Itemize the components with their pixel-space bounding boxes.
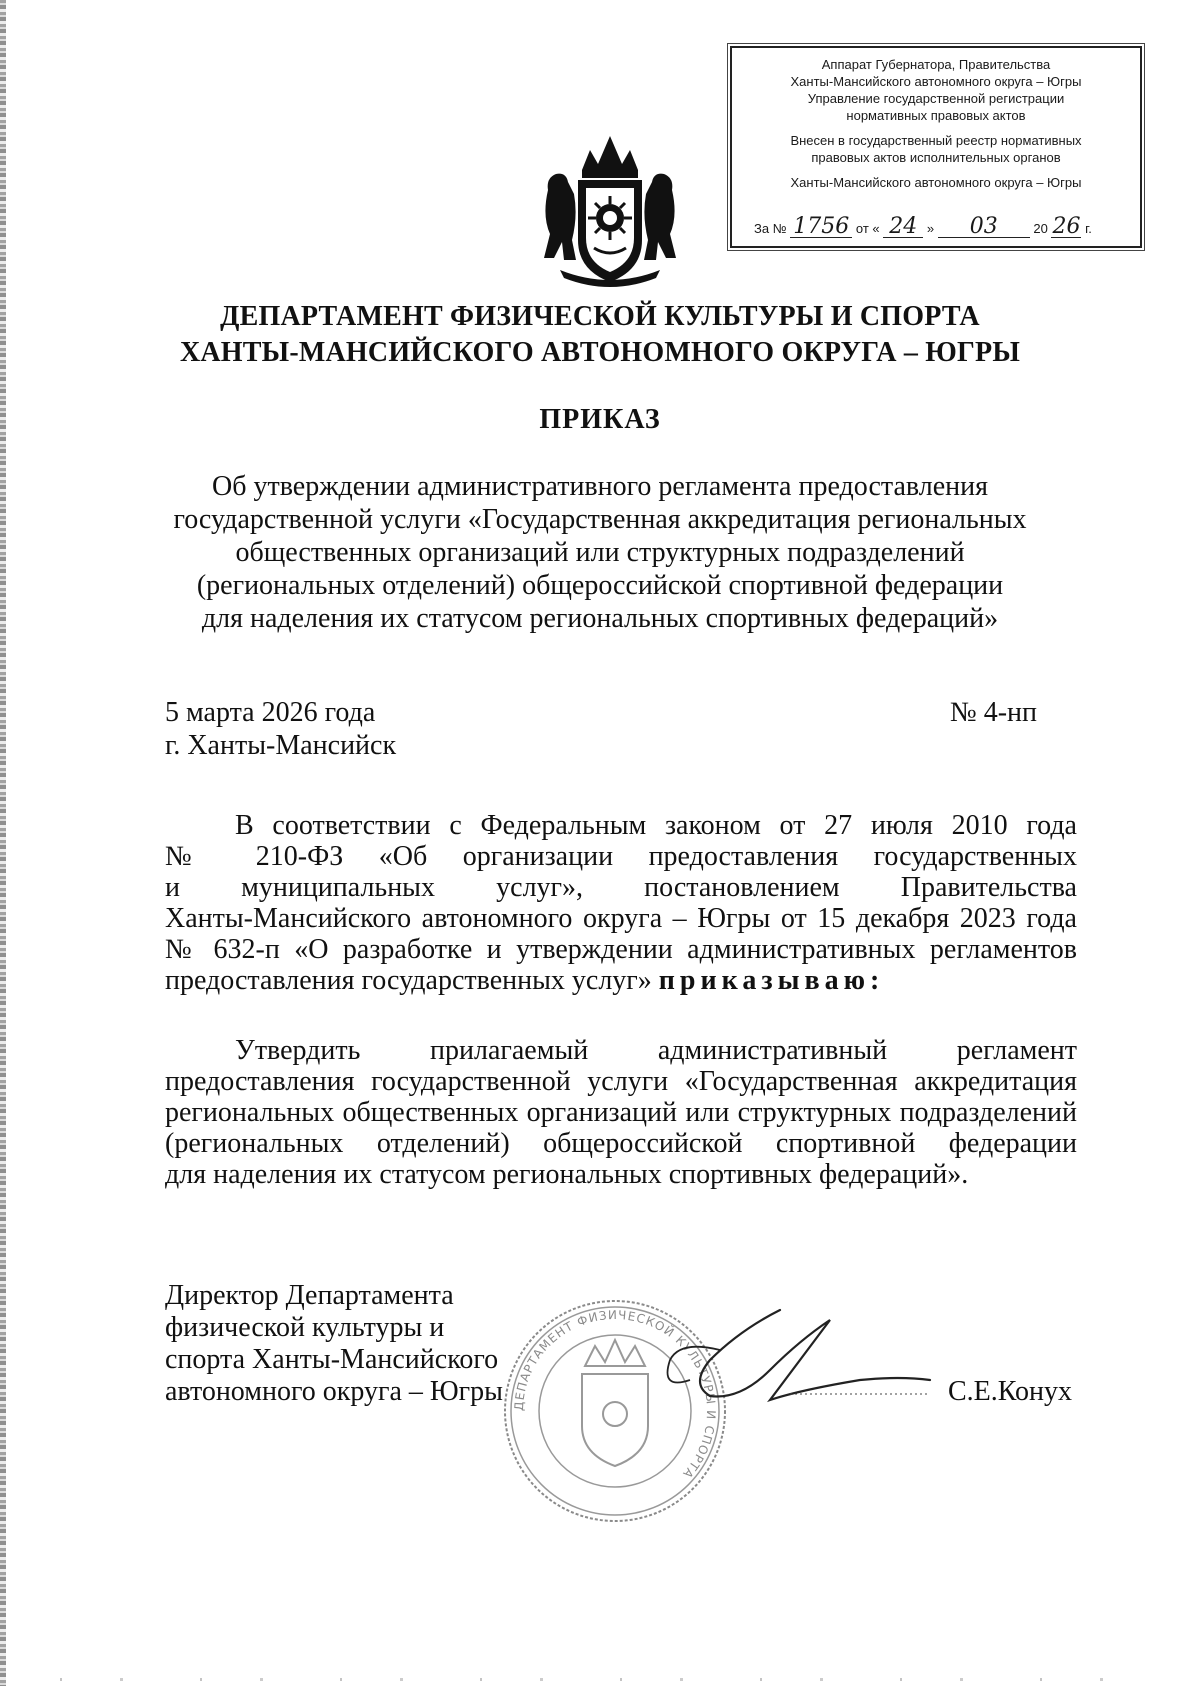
reg-stamp-line: Ханты-Мансийского автономного округа – Югры xyxy=(790,74,1082,89)
seal-text: ДЕПАРТАМЕНТ ФИЗИЧЕСКОЙ КУЛЬТУРЫ И СПОРТА xyxy=(511,1307,719,1482)
reg-year-end: г. xyxy=(1085,221,1092,236)
paragraph-line: для наделения их статусом региональных спортивных федераций». xyxy=(165,1159,969,1190)
order-paragraph xyxy=(165,1035,1077,1190)
reg-day: 24 xyxy=(883,217,923,238)
reg-stamp-number-line xyxy=(732,214,1140,239)
order-date: 5 марта 2026 года xyxy=(165,697,376,728)
paragraph-line: предоставления государственной услуги «Государственная аккредитация xyxy=(165,1066,1077,1097)
reg-month: 03 xyxy=(938,217,1030,238)
paragraph-last-line xyxy=(165,965,1077,996)
reg-prefix-number: За № xyxy=(754,221,787,236)
paragraph-line: и муниципальных услуг», постановлением Правительства xyxy=(165,872,1077,903)
paragraph-line: предоставления государственных услуг» xyxy=(165,965,652,996)
paragraph-line: № 210-ФЗ «Об организации предоставления государственных xyxy=(165,841,1077,872)
coat-of-arms-icon xyxy=(540,130,680,290)
subject-line: общественных организаций или структурных подразделений xyxy=(235,537,965,568)
reg-stamp-line: Внесен в государственный реестр нормативных xyxy=(790,133,1082,148)
signatory-line: автономного округа – Югры xyxy=(165,1376,503,1407)
signatory-line: спорта Ханты-Мансийского xyxy=(165,1344,499,1375)
paragraph-line: (региональных отделений) общероссийской спортивной федерации xyxy=(165,1128,1077,1159)
order-city: г. Ханты-Мансийск xyxy=(165,730,397,761)
reg-stamp-line: Управление государственной регистрации xyxy=(807,91,1065,106)
order-word: приказываю: xyxy=(658,965,885,996)
subject-line: государственной услуги «Государственная аккредитация региональных xyxy=(173,504,1027,535)
signatory-name: С.Е.Конух xyxy=(948,1376,1073,1407)
document-type: ПРИКАЗ xyxy=(539,404,661,435)
date-place xyxy=(165,696,396,762)
paragraph-line: Утвердить прилагаемый административный регламент xyxy=(235,1035,1077,1066)
signatory-line: Директор Департамента xyxy=(165,1280,454,1311)
reg-number: 1756 xyxy=(790,217,852,238)
handwritten-signature xyxy=(650,1300,940,1460)
subject-line: Об утверждении административного регламента предоставления xyxy=(212,471,988,502)
reg-day-close: » xyxy=(926,221,935,236)
subject-line: для наделения их статусом региональных спортивных федераций» xyxy=(201,603,999,634)
paragraph-line: В соответствии с Федеральным законом от 27 июля 2010 года xyxy=(235,810,1077,841)
scan-edge-left xyxy=(0,0,6,1686)
reg-stamp-line: правовых актов исполнительных органов xyxy=(811,150,1061,165)
paragraph-line: № 632-п «О разработке и утверждении административных регламентов xyxy=(165,934,1077,965)
order-number: № 4-нп xyxy=(950,697,1038,728)
reg-year-prefix: 20 xyxy=(1033,221,1048,236)
subject-line: (региональных отделений) общероссийской спортивной федерации xyxy=(196,570,1004,601)
reg-year-suffix: 26 xyxy=(1052,214,1081,239)
reg-stamp-line: Аппарат Губернатора, Правительства xyxy=(821,57,1051,72)
reg-prefix-from: от « xyxy=(855,221,880,236)
scan-edge-bottom xyxy=(60,1678,1140,1681)
department-title-line1: ДЕПАРТАМЕНТ ФИЗИЧЕСКОЙ КУЛЬТУРЫ И СПОРТА xyxy=(220,301,980,332)
signatory-line: физической культуры и xyxy=(165,1312,445,1343)
paragraph-line: Ханты-Мансийского автономного округа – Югры от 15 декабря 2023 года xyxy=(165,903,1077,934)
paragraph-line: региональных общественных организаций или структурных подразделений xyxy=(165,1097,1077,1128)
reg-stamp-region: Ханты-Мансийского автономного округа – Югры xyxy=(790,175,1082,190)
department-title-line2: ХАНТЫ-МАНСИЙСКОГО АВТОНОМНОГО ОКРУГА – ЮГРЫ xyxy=(179,337,1021,368)
registration-stamp xyxy=(730,46,1142,248)
order-subject xyxy=(150,470,1050,635)
reg-stamp-line: нормативных правовых актов xyxy=(846,108,1026,123)
preamble-paragraph xyxy=(165,810,1077,996)
signatory-title xyxy=(165,1280,503,1408)
